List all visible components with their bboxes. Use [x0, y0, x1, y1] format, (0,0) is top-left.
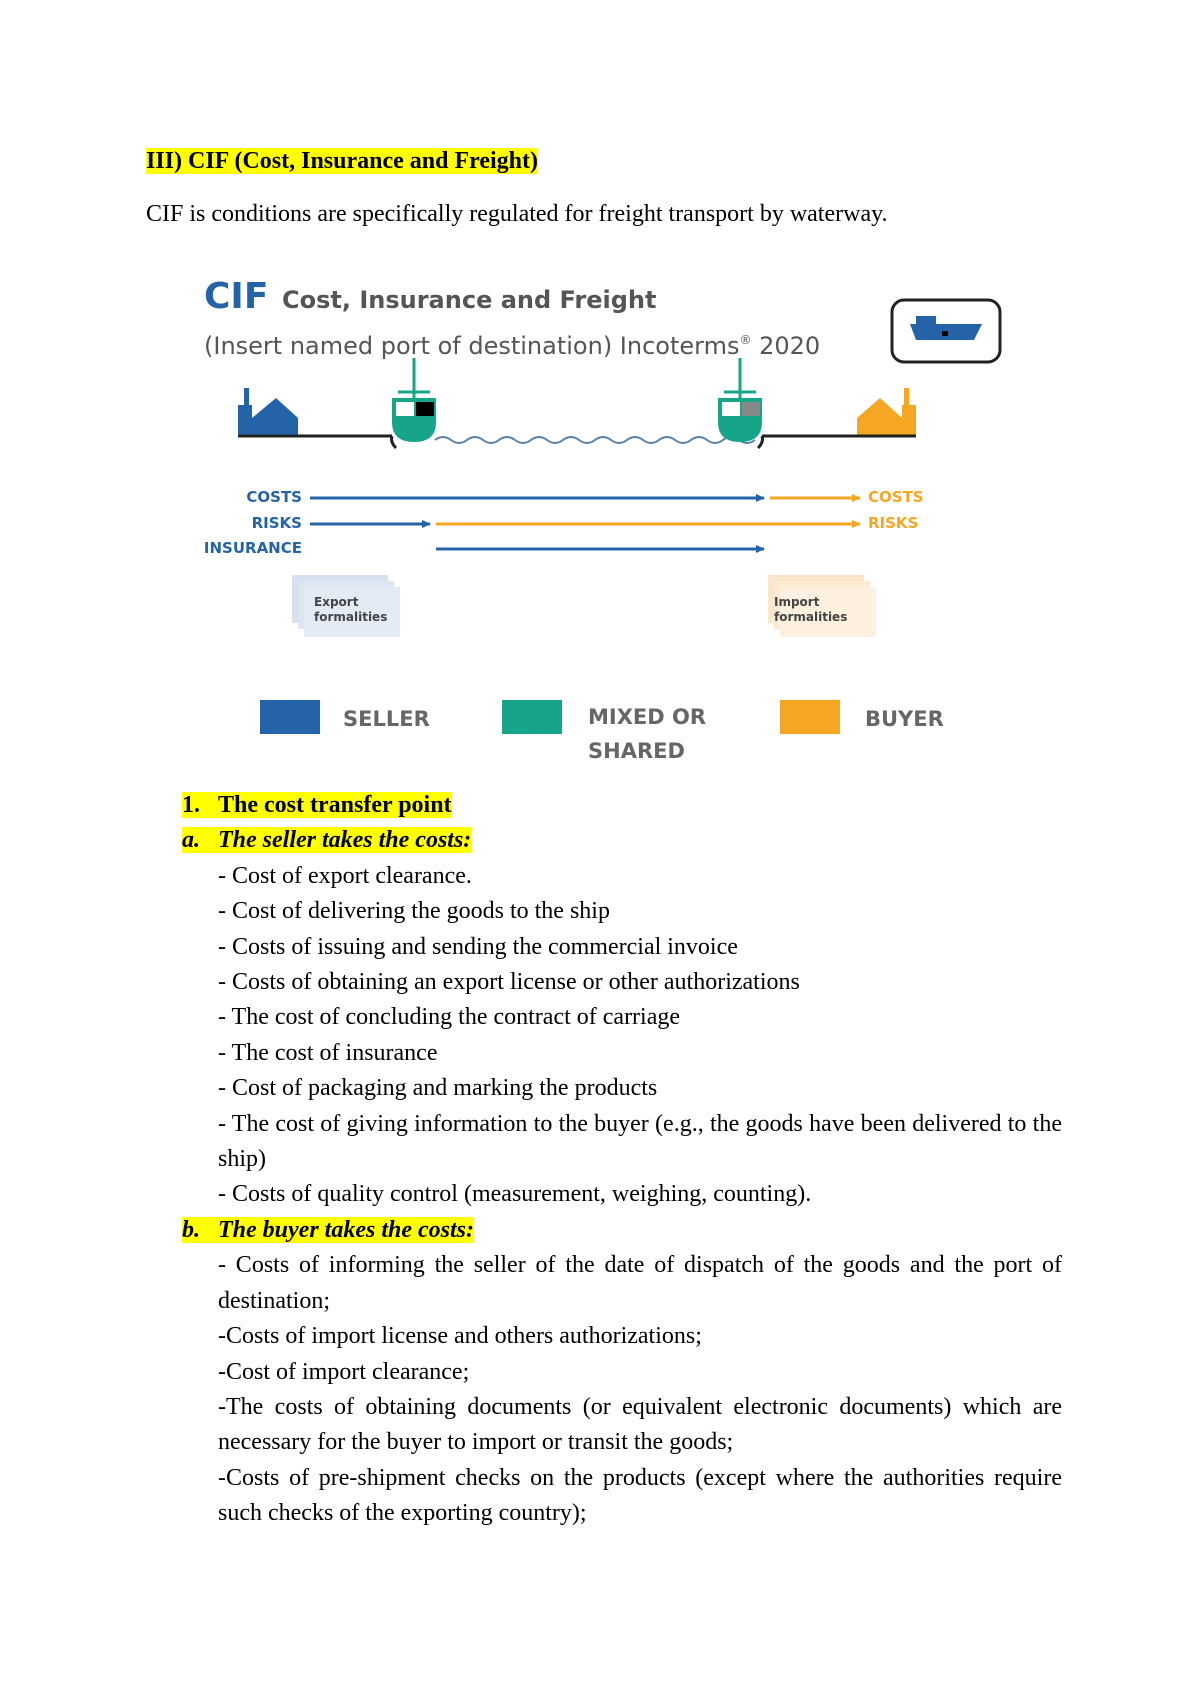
svg-text:formalities: formalities — [314, 610, 388, 624]
list-item: - Costs of obtaining an export license or other authorizations — [218, 969, 800, 996]
list-item: - Cost of delivering the goods to the ship — [218, 898, 610, 925]
label-risks-buyer: RISKS — [868, 514, 919, 532]
legend-mixed-label-2: SHARED — [588, 739, 685, 763]
list-item: - Costs of quality control (measurement, weighing, counting). — [218, 1181, 812, 1208]
export-formalities-doc — [292, 575, 400, 637]
unloading-ship-icon — [718, 358, 762, 442]
diagram-title-abbr: CIF — [204, 276, 269, 317]
list-item: - Costs of issuing and sending the commercial invoice — [218, 933, 738, 960]
buyer-costs-list — [182, 1248, 1062, 1531]
water-wave — [435, 437, 755, 443]
list-item: -Cost of import clearance; — [218, 1358, 470, 1385]
diagram-title: Cost, Insurance and Freight — [282, 286, 657, 314]
label-insurance: INSURANCE — [203, 539, 302, 557]
section-b-title: The buyer takes the costs: — [218, 1216, 474, 1243]
legend-buyer-label: BUYER — [865, 707, 944, 731]
svg-text:Export: Export — [314, 595, 359, 609]
seller-factory-icon — [238, 388, 298, 436]
section-b-heading — [182, 1213, 1062, 1248]
label-risks-seller: RISKS — [251, 514, 302, 532]
list-item: -The costs of obtaining documents (or equivalent electronic documents) which are necessary for the buyer to import or transit the goods; — [218, 1393, 1062, 1456]
legend-mixed-swatch — [502, 700, 562, 734]
cif-diagram — [190, 268, 1030, 768]
buyer-factory-icon — [857, 388, 916, 436]
section-1-heading — [182, 788, 1062, 823]
list-item: -Costs of import license and others authorizations; — [218, 1323, 702, 1350]
section-1-title: The cost transfer point — [218, 792, 452, 818]
list-item: - The cost of concluding the contract of carriage — [218, 1004, 681, 1031]
legend-seller-label: SELLER — [343, 707, 430, 731]
section-a-title: The seller takes the costs: — [218, 827, 472, 854]
list-item: -Costs of pre-shipment checks on the products (except where the authorities require such checks of the exporting country); — [218, 1464, 1062, 1527]
legend — [260, 700, 944, 763]
document-body — [182, 788, 1062, 1532]
list-item: - Costs of informing the seller of the date of dispatch of the goods and the port of destination; — [218, 1252, 1062, 1314]
seller-costs-list — [182, 859, 1062, 1213]
list-item: - Cost of packaging and marking the products — [218, 1075, 658, 1102]
section-a-letter: a. — [182, 827, 200, 854]
import-formalities-doc — [768, 575, 876, 637]
svg-text:Import: Import — [774, 595, 820, 609]
label-costs-buyer: COSTS — [868, 488, 924, 506]
section-a-heading — [182, 823, 1062, 858]
label-costs-seller: COSTS — [246, 488, 302, 506]
loading-ship-icon — [392, 358, 436, 442]
legend-seller-swatch — [260, 700, 320, 734]
section-b-letter: b. — [182, 1216, 200, 1243]
list-item: - The cost of insurance — [218, 1039, 438, 1066]
section-heading — [146, 146, 538, 176]
section-1-number: 1. — [182, 792, 200, 818]
ship-icon — [892, 300, 1000, 362]
section-heading-text: III) CIF (Cost, Insurance and Freight) — [146, 148, 539, 174]
legend-buyer-swatch — [780, 700, 840, 734]
diagram-subtitle: (Insert named port of destination) Incoterms® 2020 — [204, 332, 821, 360]
svg-text:formalities: formalities — [774, 610, 848, 624]
list-item: - Cost of export clearance. — [218, 862, 472, 889]
intro-paragraph: CIF is conditions are specifically regulated for freight transport by waterway. — [146, 201, 888, 227]
legend-mixed-label: MIXED OR — [588, 705, 707, 729]
list-item: - The cost of giving information to the buyer (e.g., the goods have been delivered to the ship) — [218, 1110, 1062, 1173]
